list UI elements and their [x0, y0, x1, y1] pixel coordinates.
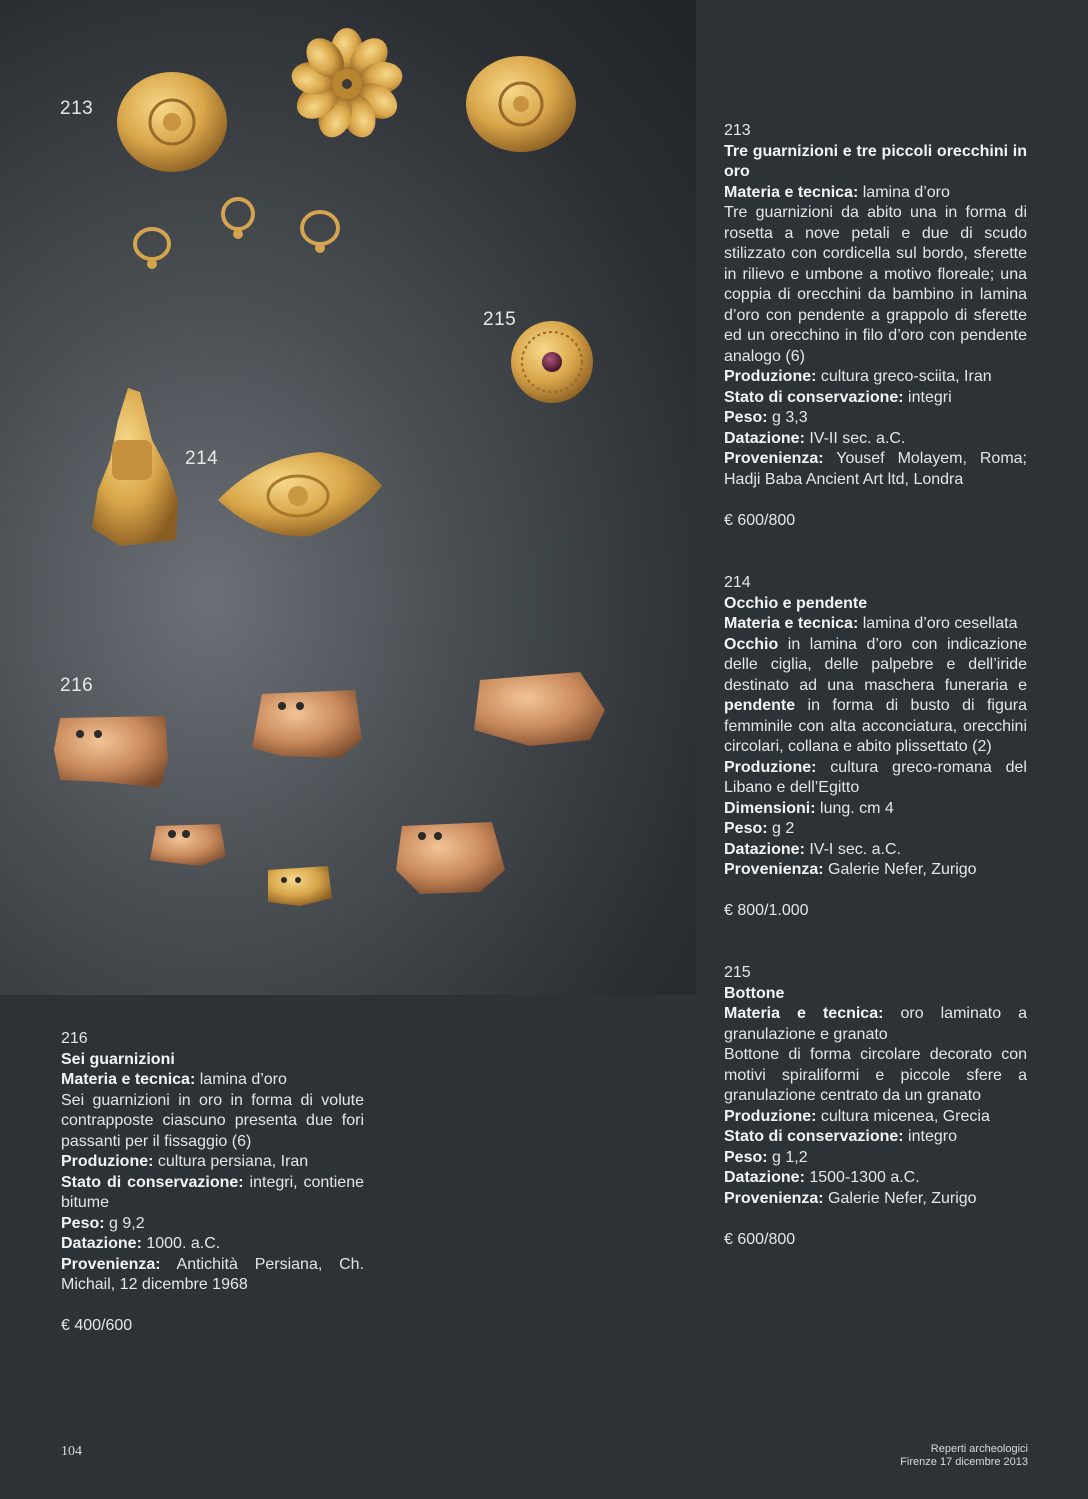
lot-214-dimensioni-label: Dimensioni:	[724, 799, 816, 817]
lot-216-peso-label: Peso:	[61, 1214, 105, 1232]
lot-216-datazione: 1000. a.C.	[146, 1235, 221, 1252]
lot-216-materia: lamina d’oro	[199, 1071, 287, 1088]
lot-214-materia-label: Materia e tecnica:	[724, 615, 859, 632]
lot-214-datazione-label: Datazione:	[724, 840, 805, 858]
lot-214-provenienza-label: Provenienza:	[724, 861, 824, 878]
lot-216-entry	[61, 1029, 364, 1337]
disc-right	[466, 56, 576, 152]
lot-215-produzione: cultura micenea, Grecia	[820, 1107, 990, 1125]
lot-214-peso-label: Peso:	[724, 820, 768, 837]
lot-213-materia: lamina d’oro	[862, 183, 950, 201]
pendant-214	[92, 388, 178, 546]
lot-216-peso: g 9,2	[109, 1214, 145, 1232]
lot-214-description-b: in forma di busto di figura femminile con alta acconciatura, orecchini circolari, collana e abito plissettato (2)	[724, 697, 1027, 755]
lot-216-number: 216	[61, 1030, 88, 1047]
lot-215-materia-label: Materia e tecnica:	[724, 1005, 884, 1022]
lot-213-peso-label: Peso:	[724, 409, 768, 426]
lot-215-stato-label: Stato di conservazione:	[724, 1128, 904, 1145]
lot-216-provenienza-label: Provenienza:	[61, 1255, 161, 1273]
lot-215-datazione-label: Datazione:	[724, 1169, 805, 1186]
page-number: 104	[61, 1444, 82, 1459]
catalog-footer	[900, 1443, 1028, 1469]
lot-213-produzione: cultura greco-sciita, Iran	[820, 368, 992, 385]
rosette	[289, 28, 405, 142]
catalog-date: Firenze 17 dicembre 2013	[900, 1456, 1028, 1468]
lot-213-title: Tre guarnizioni e tre piccoli orecchini in oro	[724, 142, 1027, 180]
lot-213-number: 213	[724, 122, 751, 139]
earrings	[135, 199, 338, 259]
lot-214-pendente-label: pendente	[724, 697, 796, 714]
lot-215-description: Bottone di forma circolare decorato con motivi spiraliformi e piccole sfere a granulazione centrato da un granato	[724, 1046, 1027, 1104]
lot-213-stato-label: Stato di conservazione:	[724, 388, 904, 406]
lot-215-datazione: 1500-1300 a.C.	[809, 1169, 920, 1186]
lot-215-provenienza-label: Provenienza:	[724, 1189, 824, 1207]
lot-213-provenienza: Yousef Molayem, Roma; Hadji Baba Ancient Art ltd, Londra	[724, 450, 1027, 488]
lot-213-datazione: IV-II sec. a.C.	[809, 429, 906, 447]
lot-216-datazione-label: Datazione:	[61, 1235, 142, 1252]
lot-214-produzione-label: Produzione:	[724, 758, 817, 776]
lot-216-description: Sei guarnizioni in oro in forma di volute contrapposte ciascuno presenta due fori passanti per il fissaggio (6)	[61, 1091, 364, 1150]
photo-label-214: 214	[185, 448, 219, 469]
lot-216-materia-label: Materia e tecnica:	[61, 1071, 196, 1088]
lot-214-entry	[724, 573, 1027, 922]
catalog-title: Reperti archeologici	[930, 1443, 1028, 1455]
artifacts-illustration	[0, 0, 696, 995]
lot-215-stato: integro	[908, 1128, 957, 1145]
lot-216-provenienza: Antichità Persiana, Ch. Michail, 12 dicembre 1968	[61, 1255, 365, 1293]
photo-label-213: 213	[60, 98, 94, 119]
lot-216-price: € 400/600	[61, 1317, 133, 1334]
lot-216-produzione-label: Produzione:	[61, 1153, 154, 1170]
lot-215-provenienza: Galerie Nefer, Zurigo	[828, 1189, 977, 1207]
lot-215-entry	[724, 963, 1027, 1250]
lot-214-title: Occhio e pendente	[724, 594, 868, 612]
lot-214-dimensioni: lung. cm 4	[820, 799, 894, 817]
lot-215-peso-label: Peso:	[724, 1148, 768, 1166]
lot-214-description-a: in lamina d’oro con indicazione delle ciglia, delle palpebre e dell’iride destinato ad una maschera funeraria e	[724, 635, 1028, 694]
lot-213-materia-label: Materia e tecnica:	[724, 183, 859, 201]
lot-214-occhio-label: Occhio	[724, 635, 779, 653]
lot-213-price: € 600/800	[724, 511, 796, 529]
lot-213-provenienza-label: Provenienza:	[724, 450, 824, 467]
button-215	[511, 321, 593, 403]
lot-214-produzione: cultura greco-romana del Libano e dell’Egitto	[724, 758, 1027, 796]
lot-214-materia: lamina d’oro cesellata	[862, 615, 1018, 632]
lot-215-price: € 600/800	[724, 1230, 796, 1248]
lot-216-stato-label: Stato di conservazione:	[61, 1173, 244, 1191]
lot-214-peso: g 2	[772, 820, 795, 837]
lot-214-datazione: IV-I sec. a.C.	[809, 840, 901, 858]
lot-215-number: 215	[724, 964, 751, 981]
eye-214	[218, 452, 382, 536]
lot-214-number: 214	[724, 574, 751, 591]
lot-213-produzione-label: Produzione:	[724, 368, 817, 385]
lot-213-description: Tre guarnizioni da abito una in forma di rosetta a nove petali e due di scudo stilizzato con cordicella sul bordo, sferette in rilievo e umbone a motivo floreale; una coppia di orecchini da bambino in lamina d’oro con pendente a grappolo di sferette ed un orecchino in filo d’oro con pendente analogo (6)	[724, 204, 1027, 365]
lot-214-price: € 800/1.000	[724, 902, 809, 919]
lot-216-title: Sei guarnizioni	[61, 1050, 175, 1068]
lot-216-stato: integri, contiene bitume	[61, 1173, 365, 1211]
lot-215-title: Bottone	[724, 984, 785, 1002]
disc-left	[117, 72, 227, 172]
lot-213-peso: g 3,3	[772, 409, 808, 426]
product-photo	[0, 0, 696, 995]
lot-214-provenienza: Galerie Nefer, Zurigo	[828, 861, 977, 878]
lot-215-peso: g 1,2	[772, 1148, 808, 1166]
lot-213-entry	[724, 121, 1027, 531]
lot-215-produzione-label: Produzione:	[724, 1107, 817, 1125]
lot-216-produzione: cultura persiana, Iran	[157, 1153, 309, 1170]
lot-213-stato: integri	[908, 388, 952, 406]
lot-213-datazione-label: Datazione:	[724, 429, 805, 447]
photo-label-216: 216	[60, 675, 94, 696]
pieces-216	[54, 672, 605, 906]
photo-label-215: 215	[483, 309, 517, 330]
lot-215-materia: oro laminato a granulazione e granato	[724, 1005, 1028, 1043]
